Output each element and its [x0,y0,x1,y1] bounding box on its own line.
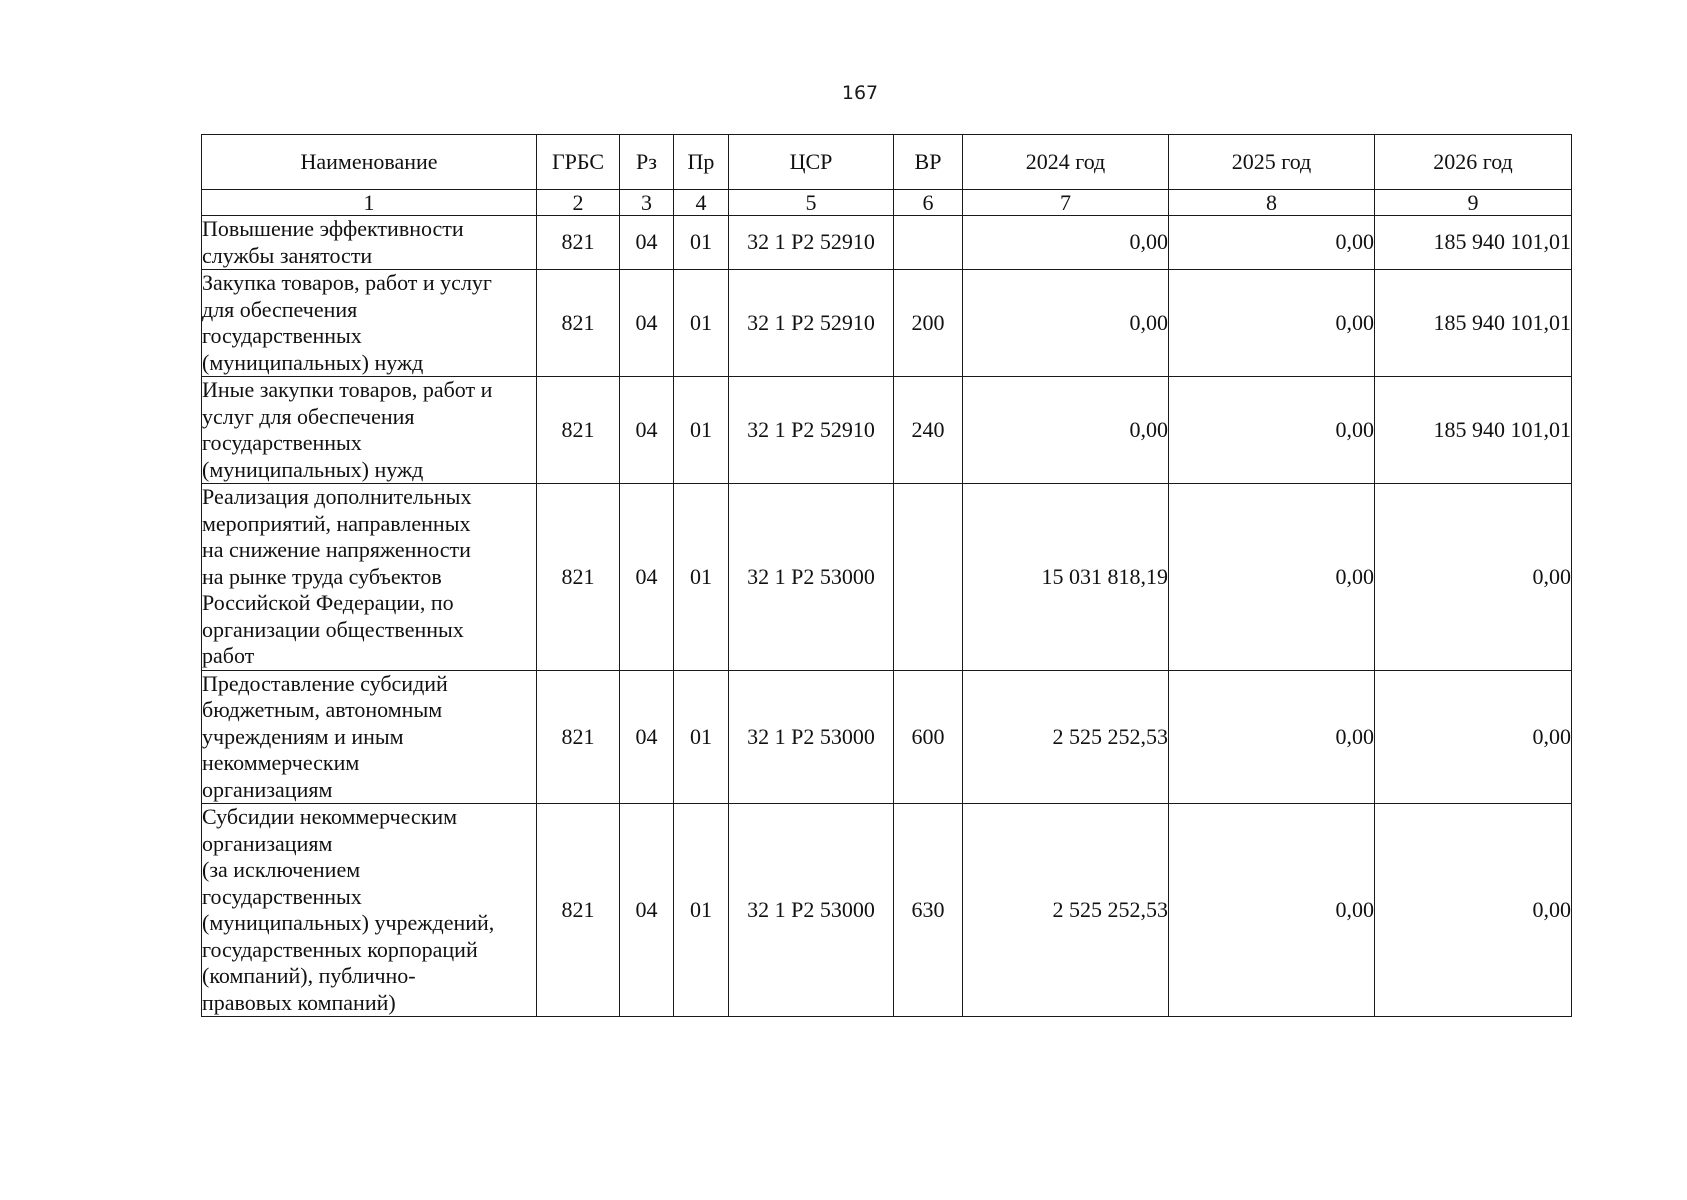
csr-cell: 32 1 Р2 53000 [729,484,894,671]
header-2025: 2025 год [1169,135,1375,190]
table-row [202,670,1572,804]
header-csr: ЦСР [729,135,894,190]
amount-2026-cell: 0,00 [1375,670,1572,804]
name-line: на рынке труда субъектов [202,563,442,589]
rz-cell: 04 [620,804,674,1017]
vr-cell: 200 [894,270,963,377]
row-name-cell [202,484,537,671]
grbs-cell: 821 [537,270,620,377]
table-row [202,377,1572,484]
amount-2024-cell: 2 525 252,53 [963,804,1169,1017]
column-number-row [202,190,1572,216]
column-number: 7 [963,190,1169,216]
table-row [202,270,1572,377]
rz-cell: 04 [620,270,674,377]
amount-2024-cell: 15 031 818,19 [963,484,1169,671]
pr-cell: 01 [674,670,729,804]
rz-cell: 04 [620,670,674,804]
budget-table [201,134,1572,1017]
name-line: бюджетным, автономным [202,697,443,722]
amount-2025-cell: 0,00 [1169,484,1375,671]
header-grbs: ГРБС [537,135,620,190]
column-number: 4 [674,190,729,216]
name-line: работ [202,643,255,668]
header-vr: ВР [894,135,963,190]
name-line: учреждениям и иным [202,723,404,749]
grbs-cell: 821 [537,377,620,484]
name-line: для обеспечения [202,296,358,322]
table-row [202,804,1572,1017]
csr-cell: 32 1 Р2 53000 [729,670,894,804]
vr-cell: 240 [894,377,963,484]
pr-cell: 01 [674,216,729,270]
csr-cell: 32 1 Р2 52910 [729,377,894,484]
grbs-cell: 821 [537,484,620,671]
name-line: (муниципальных) нужд [202,349,424,375]
name-line: государственных [202,430,362,455]
amount-2026-cell: 185 940 101,01 [1375,270,1572,377]
csr-cell: 32 1 Р2 53000 [729,804,894,1017]
column-number: 9 [1375,190,1572,216]
rz-cell: 04 [620,484,674,671]
name-line: (за исключением [202,857,361,882]
name-line: (муниципальных) нужд [202,456,424,482]
pr-cell: 01 [674,484,729,671]
amount-2025-cell: 0,00 [1169,377,1375,484]
name-line: государственных [202,883,362,909]
name-line: государственных корпораций [202,936,478,962]
name-line: организациям [202,830,333,856]
csr-cell: 32 1 Р2 52910 [729,216,894,270]
column-number: 6 [894,190,963,216]
name-line: службы занятости [202,242,373,268]
table-row [202,484,1572,671]
amount-2024-cell: 0,00 [963,270,1169,377]
column-number: 5 [729,190,894,216]
column-number: 8 [1169,190,1375,216]
header-pr: Пр [674,135,729,190]
amount-2026-cell: 185 940 101,01 [1375,377,1572,484]
amount-2025-cell: 0,00 [1169,670,1375,804]
vr-cell: 600 [894,670,963,804]
name-line: организациям [202,776,333,802]
row-name-cell [202,270,537,377]
name-line: мероприятий, направленных [202,510,471,536]
amount-2024-cell: 0,00 [963,377,1169,484]
name-line: Повышение эффективности [202,216,464,241]
name-line: Российской Федерации, по [202,590,454,615]
vr-cell: 630 [894,804,963,1017]
amount-2026-cell: 185 940 101,01 [1375,216,1572,270]
name-line: услуг для обеспечения [202,403,415,429]
header-name: Наименование [202,135,537,190]
amount-2025-cell: 0,00 [1169,216,1375,270]
name-line: Реализация дополнительных [202,484,472,509]
vr-cell [894,216,963,270]
table-header-row [202,135,1572,190]
page-number: 167 [841,82,879,104]
grbs-cell: 821 [537,216,620,270]
row-name-cell [202,804,537,1017]
table-row [202,216,1572,270]
name-line: (муниципальных) учреждений, [202,910,495,935]
header-2026: 2026 год [1375,135,1572,190]
name-line: Субсидии некоммерческим [202,804,458,829]
csr-cell: 32 1 Р2 52910 [729,270,894,377]
name-line: (компаний), публично- [202,963,416,988]
rz-cell: 04 [620,377,674,484]
vr-cell [894,484,963,671]
amount-2025-cell: 0,00 [1169,804,1375,1017]
row-name-cell [202,377,537,484]
amount-2024-cell: 0,00 [963,216,1169,270]
amount-2024-cell: 2 525 252,53 [963,670,1169,804]
name-line: Иные закупки товаров, работ и [202,377,493,402]
grbs-cell: 821 [537,670,620,804]
name-line: Закупка товаров, работ и услуг [202,270,492,295]
grbs-cell: 821 [537,804,620,1017]
header-2024: 2024 год [963,135,1169,190]
amount-2026-cell: 0,00 [1375,804,1572,1017]
name-line: государственных [202,323,362,348]
name-line: некоммерческим [202,750,360,775]
name-line: Предоставление субсидий [202,670,448,696]
row-name-cell [202,216,537,270]
column-number: 2 [537,190,620,216]
rz-cell: 04 [620,216,674,270]
name-line: организации общественных [202,616,464,642]
amount-2026-cell: 0,00 [1375,484,1572,671]
pr-cell: 01 [674,377,729,484]
row-name-cell [202,670,537,804]
name-line: на снижение напряженности [202,537,471,562]
pr-cell: 01 [674,804,729,1017]
amount-2025-cell: 0,00 [1169,270,1375,377]
column-number: 3 [620,190,674,216]
pr-cell: 01 [674,270,729,377]
column-number: 1 [202,190,537,216]
header-rz: Рз [620,135,674,190]
name-line: правовых компаний) [202,989,396,1015]
